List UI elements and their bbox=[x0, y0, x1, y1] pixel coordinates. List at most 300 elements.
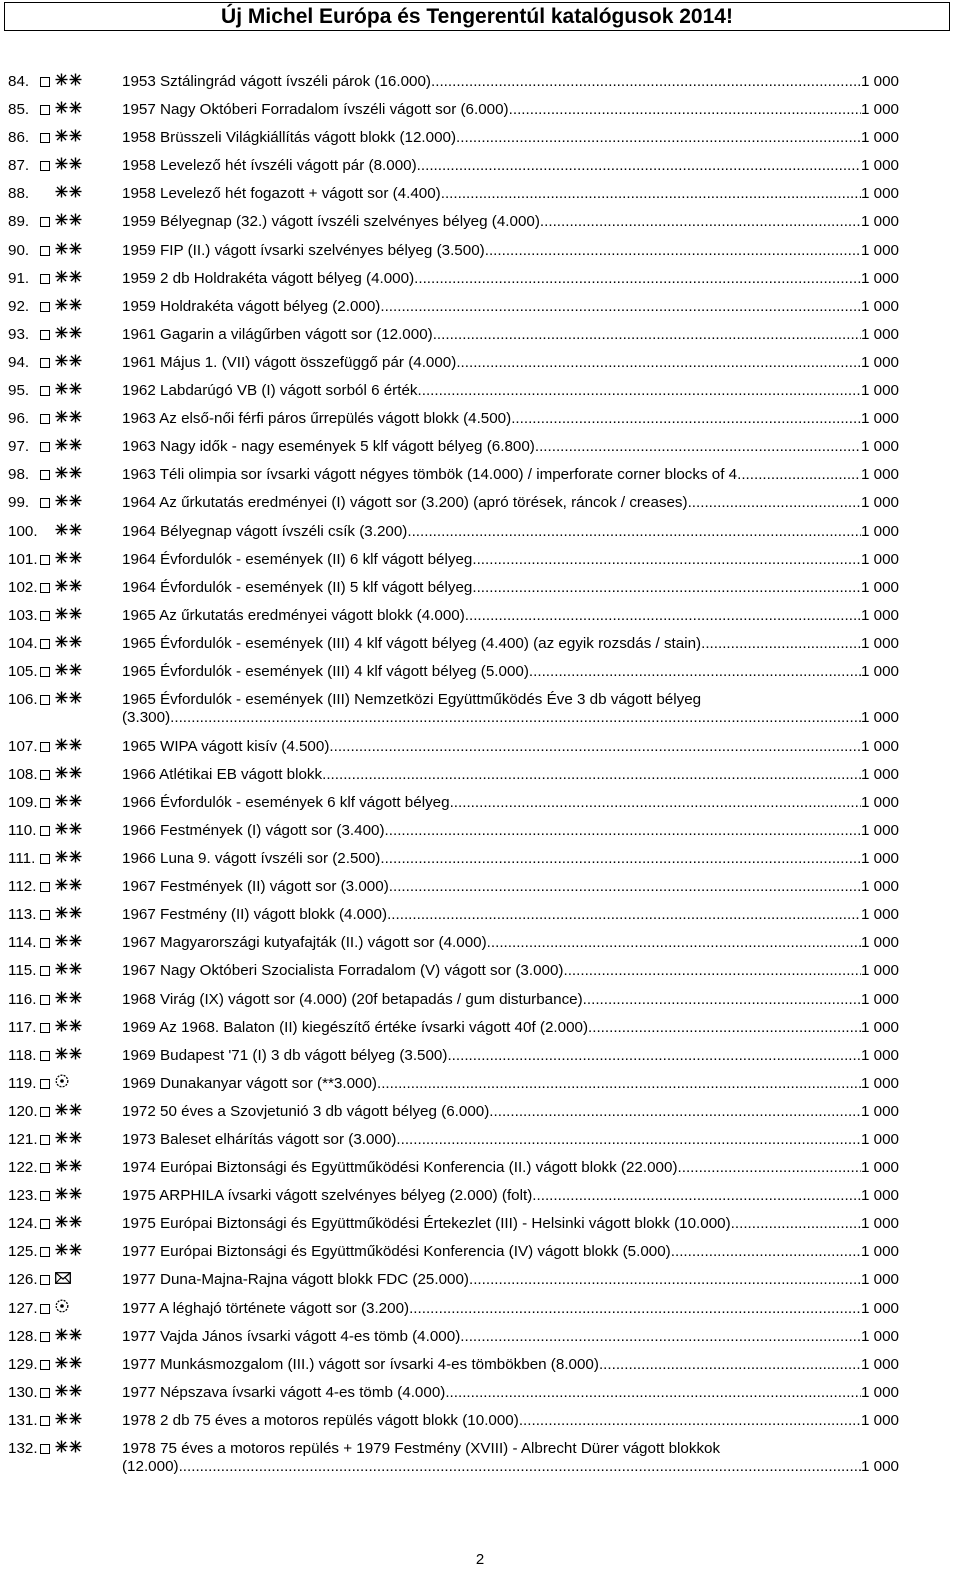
lot-price: 1 000 bbox=[860, 1215, 899, 1233]
page-number: 2 bbox=[475, 1551, 485, 1568]
mint-star-icon bbox=[55, 1103, 68, 1121]
lot-number: 128. bbox=[8, 1327, 38, 1345]
lot-price: 1 000 bbox=[860, 934, 899, 952]
lot-price: 1 000 bbox=[860, 410, 899, 428]
list-item bbox=[0, 410, 960, 438]
dot-leader bbox=[485, 242, 861, 260]
list-item bbox=[0, 270, 960, 298]
checkbox-icon bbox=[40, 1219, 50, 1229]
checkbox-icon bbox=[40, 470, 50, 480]
dot-leader bbox=[599, 1356, 861, 1374]
lot-title: 1966 Luna 9. vágott ívszéli sor (2.500) bbox=[122, 850, 381, 868]
list-item bbox=[0, 607, 960, 635]
lot-price: 1 000 bbox=[860, 737, 899, 755]
lot-number: 101. bbox=[8, 550, 38, 568]
dot-leader bbox=[519, 1412, 861, 1430]
checkbox-icon bbox=[40, 133, 50, 143]
lot-title: 1965 Évfordulók - események (III) Nemzetközi Együttműködés Éve 3 db vágott bélyeg bbox=[122, 691, 702, 709]
mint-star-icon bbox=[55, 410, 68, 428]
list-item bbox=[0, 354, 960, 382]
list-item bbox=[0, 213, 960, 241]
list-item bbox=[0, 129, 960, 157]
condition-marks bbox=[40, 767, 82, 783]
lot-number: 87. bbox=[8, 157, 30, 175]
checkbox-icon bbox=[40, 667, 50, 677]
mint-star-icon bbox=[69, 1103, 82, 1121]
mint-star-icon bbox=[69, 270, 82, 288]
mint-star-icon bbox=[69, 579, 82, 597]
lot-description bbox=[122, 523, 899, 541]
lot-number: 84. bbox=[8, 73, 30, 90]
mint-star-icon bbox=[55, 466, 68, 484]
lot-number: 125. bbox=[8, 1243, 38, 1261]
lot-price: 1 000 bbox=[860, 1243, 899, 1261]
checkbox-icon bbox=[40, 77, 50, 87]
lot-description bbox=[122, 579, 899, 597]
list-item bbox=[0, 185, 960, 213]
lot-title: 1966 Festmények (I) vágott sor (3.400) bbox=[122, 821, 385, 839]
condition-marks bbox=[40, 383, 82, 399]
list-item bbox=[0, 1300, 960, 1328]
list-item bbox=[0, 1019, 960, 1047]
lot-title: 1964 Az űrkutatás eredményei (I) vágott sor (3.200) (apró törések, ráncok / creases) bbox=[122, 494, 688, 512]
checkbox-icon bbox=[40, 1107, 50, 1117]
lot-description bbox=[122, 906, 899, 924]
mint-star-icon bbox=[55, 1328, 68, 1346]
lot-price: 1 000 bbox=[860, 1355, 899, 1373]
dot-leader bbox=[688, 494, 861, 512]
checkbox-icon bbox=[40, 1023, 50, 1033]
list-item bbox=[0, 1328, 960, 1356]
mint-star-icon bbox=[69, 157, 82, 175]
list-item bbox=[0, 1103, 960, 1131]
dot-leader bbox=[460, 1328, 861, 1346]
list-item bbox=[0, 1131, 960, 1159]
condition-marks bbox=[40, 214, 82, 230]
lot-description bbox=[122, 878, 899, 896]
checkbox-icon bbox=[40, 1332, 50, 1342]
condition-marks bbox=[40, 1104, 82, 1120]
lot-title: 1965 Az űrkutatás eredményei vágott blokk (4.000) bbox=[122, 606, 465, 624]
mint-star-icon bbox=[69, 1131, 82, 1149]
list-item bbox=[0, 1047, 960, 1075]
dot-leader bbox=[179, 1458, 861, 1476]
lot-description bbox=[122, 438, 899, 456]
lot-number: 94. bbox=[8, 353, 30, 371]
lot-price: 1 000 bbox=[860, 1102, 899, 1120]
condition-marks bbox=[40, 636, 82, 652]
dot-leader bbox=[489, 1103, 861, 1121]
lot-title: 1977 Európai Biztonsági és Együttműködési Konferencia (IV) vágott blokk (5.000) bbox=[122, 1243, 671, 1261]
list-item bbox=[0, 822, 960, 850]
lot-price: 1 000 bbox=[860, 269, 899, 287]
checkbox-icon bbox=[40, 910, 50, 920]
lot-number: 86. bbox=[8, 129, 30, 147]
mint-star-icon bbox=[55, 738, 68, 756]
mint-star-icon bbox=[55, 1131, 68, 1149]
lot-description bbox=[122, 766, 899, 784]
lot-title: 1965 Évfordulók - események (III) 4 klf vágott bélyeg (5.000) bbox=[122, 662, 529, 680]
lot-description bbox=[122, 1356, 899, 1374]
lot-description bbox=[122, 991, 899, 1009]
mint-star-icon bbox=[55, 354, 68, 372]
lot-price: 1 000 bbox=[860, 325, 899, 343]
dot-leader bbox=[441, 185, 861, 203]
lot-number: 100. bbox=[8, 522, 38, 540]
lot-price: 1 000 bbox=[860, 438, 899, 456]
lot-number: 129. bbox=[8, 1355, 38, 1373]
lot-title: 1969 Dunakanyar vágott sor (**3.000) bbox=[122, 1074, 377, 1092]
lot-number: 98. bbox=[8, 466, 30, 484]
mint-star-icon bbox=[69, 962, 82, 980]
lot-price: 1 000 bbox=[860, 550, 899, 568]
lot-description bbox=[122, 822, 899, 840]
condition-marks bbox=[40, 907, 82, 923]
checkbox-icon bbox=[40, 1191, 50, 1201]
lot-price: 1 000 bbox=[860, 1074, 899, 1092]
list-item bbox=[0, 1271, 960, 1299]
lot-price: 1 000 bbox=[860, 1327, 899, 1345]
mint-star-icon bbox=[55, 298, 68, 316]
lot-title: 1978 75 éves a motoros repülés + 1979 Festmény (XVIII) - Albrecht Dürer vágott blokkok bbox=[122, 1440, 721, 1457]
lot-price: 1 000 bbox=[860, 1383, 899, 1401]
condition-marks bbox=[40, 992, 82, 1008]
lot-number: 113. bbox=[8, 906, 37, 924]
mint-star-icon bbox=[55, 157, 68, 175]
dot-leader bbox=[380, 850, 861, 868]
lot-number: 104. bbox=[8, 634, 38, 652]
lot-title: 1965 WIPA vágott kisív (4.500) bbox=[122, 737, 330, 755]
mint-star-icon bbox=[69, 382, 82, 400]
checkbox-icon bbox=[40, 854, 50, 864]
lot-title: 1966 Atlétikai EB vágott blokk bbox=[122, 765, 323, 783]
dot-leader bbox=[583, 991, 861, 1009]
dot-leader bbox=[671, 1243, 861, 1261]
mint-star-icon bbox=[69, 1328, 82, 1346]
dot-leader bbox=[737, 466, 861, 484]
mint-star-icon bbox=[69, 1412, 82, 1430]
mint-star-icon bbox=[69, 101, 82, 119]
dot-leader bbox=[678, 1159, 861, 1177]
lot-number: 117. bbox=[8, 1018, 37, 1036]
condition-marks bbox=[40, 664, 82, 680]
checkbox-icon bbox=[40, 330, 50, 340]
lot-number: 93. bbox=[8, 325, 30, 343]
mint-star-icon bbox=[69, 607, 82, 625]
condition-marks bbox=[40, 1160, 82, 1176]
dot-leader bbox=[447, 1047, 861, 1065]
mint-star-icon bbox=[55, 635, 68, 653]
dot-leader bbox=[329, 738, 861, 756]
lot-number: 91. bbox=[8, 269, 30, 287]
lot-title: 1958 Levelező hét ívszéli vágott pár (8.000) bbox=[122, 157, 417, 175]
mint-star-icon bbox=[55, 663, 68, 681]
lot-price: 1 000 bbox=[860, 634, 899, 652]
condition-marks bbox=[40, 1413, 82, 1429]
lot-number: 110. bbox=[8, 821, 37, 839]
lot-description bbox=[122, 1019, 899, 1037]
cancelled-stamp-icon bbox=[55, 1074, 69, 1093]
mint-star-icon bbox=[69, 185, 82, 203]
lot-description bbox=[122, 1159, 899, 1177]
lot-price: 1 000 bbox=[860, 1299, 899, 1317]
checkbox-icon bbox=[40, 386, 50, 396]
lot-description bbox=[122, 962, 899, 980]
lot-description bbox=[122, 354, 899, 372]
condition-marks bbox=[40, 271, 82, 287]
mint-star-icon bbox=[55, 822, 68, 840]
lot-price: 1 000 bbox=[860, 1411, 899, 1429]
mint-star-icon bbox=[55, 242, 68, 260]
condition-marks bbox=[40, 1385, 82, 1401]
mint-star-icon bbox=[55, 1047, 68, 1065]
mint-star-icon bbox=[55, 934, 68, 952]
condition-marks bbox=[40, 1357, 82, 1373]
lot-title: 1964 Évfordulók - események (II) 5 klf vágott bélyeg bbox=[122, 578, 473, 596]
lot-title-continued: (3.300) bbox=[122, 709, 171, 727]
list-item bbox=[0, 73, 960, 101]
lot-number: 121. bbox=[8, 1130, 38, 1148]
lot-price: 1 000 bbox=[860, 101, 899, 119]
lot-description bbox=[122, 635, 899, 653]
mint-star-icon bbox=[55, 270, 68, 288]
lot-description bbox=[122, 73, 899, 91]
checkbox-icon bbox=[40, 1079, 50, 1089]
mint-star-icon bbox=[55, 523, 68, 541]
dot-leader bbox=[409, 1300, 861, 1318]
checkbox-icon bbox=[40, 826, 50, 836]
mint-star-icon bbox=[69, 822, 82, 840]
lot-title: 1961 Gagarin a világűrben vágott sor (12.000) bbox=[122, 325, 433, 343]
dot-leader bbox=[433, 326, 861, 344]
lot-number: 123. bbox=[8, 1187, 38, 1205]
lot-title: 1968 Virág (IX) vágott sor (4.000) (20f betapadás / gum disturbance) bbox=[122, 990, 583, 1008]
condition-marks bbox=[40, 552, 82, 568]
lot-price: 1 000 bbox=[860, 709, 899, 727]
list-item bbox=[0, 1440, 960, 1487]
checkbox-icon bbox=[40, 1135, 50, 1145]
condition-marks bbox=[40, 851, 82, 867]
lot-number: 122. bbox=[8, 1159, 38, 1177]
mint-star-icon bbox=[69, 1440, 82, 1458]
dot-leader bbox=[540, 213, 861, 231]
lot-title: 1963 Az első-női férfi páros űrrepülés vágott blokk (4.500) bbox=[122, 410, 512, 428]
lot-number: 111. bbox=[8, 850, 36, 868]
mint-star-icon bbox=[55, 1356, 68, 1374]
lot-number: 109. bbox=[8, 793, 38, 811]
lot-description bbox=[122, 1300, 899, 1318]
lot-title: 1967 Magyarországi kutyafajták (II.) vágott sor (4.000) bbox=[122, 934, 487, 952]
lot-title: 1957 Nagy Októberi Forradalom ívszéli vágott sor (6.000) bbox=[122, 101, 509, 119]
lot-number: 131. bbox=[8, 1411, 38, 1429]
lot-price: 1 000 bbox=[860, 1046, 899, 1064]
lot-title: 1977 Vajda János ívsarki vágott 4-es tömb (4.000) bbox=[122, 1327, 461, 1345]
checkbox-icon bbox=[40, 583, 50, 593]
mint-star-icon bbox=[55, 326, 68, 344]
lot-price: 1 000 bbox=[860, 850, 899, 868]
list-item bbox=[0, 1356, 960, 1384]
condition-marks bbox=[40, 1020, 82, 1036]
lot-price: 1 000 bbox=[860, 1458, 899, 1475]
list-item bbox=[0, 326, 960, 354]
lot-description bbox=[122, 1440, 899, 1476]
lot-number: 108. bbox=[8, 765, 38, 783]
mint-star-icon bbox=[69, 1019, 82, 1037]
lot-title: 1969 Az 1968. Balaton (II) kiegészítő értéke ívsarki vágott 40f (2.000) bbox=[122, 1018, 589, 1036]
lot-description bbox=[122, 494, 899, 512]
lot-description bbox=[122, 242, 899, 260]
dot-leader bbox=[387, 906, 861, 924]
lot-price: 1 000 bbox=[860, 793, 899, 811]
checkbox-icon bbox=[40, 1247, 50, 1257]
condition-marks bbox=[40, 299, 82, 315]
lot-title: 1973 Baleset elhárítás vágott sor (3.000) bbox=[122, 1130, 397, 1148]
lot-title: 1958 Brüsszeli Világkiállítás vágott blokk (12.000) bbox=[122, 129, 457, 147]
dot-leader bbox=[407, 523, 861, 541]
lot-title: 1967 Nagy Októberi Szocialista Forradalom (V) vágott sor (3.000) bbox=[122, 962, 564, 980]
mint-star-icon bbox=[55, 438, 68, 456]
lot-title: 1974 Európai Biztonsági és Együttműködési Konferencia (II.) vágott blokk (22.000) bbox=[122, 1159, 678, 1177]
lot-price: 1 000 bbox=[860, 1271, 899, 1289]
condition-marks bbox=[40, 158, 82, 174]
condition-marks bbox=[40, 130, 82, 146]
checkbox-icon bbox=[40, 161, 50, 171]
lot-title: 1975 ARPHILA ívsarki vágott szelvényes bélyeg (2.000) (folt) bbox=[122, 1187, 533, 1205]
lot-description bbox=[122, 607, 899, 625]
list-item bbox=[0, 1412, 960, 1440]
checkbox-icon bbox=[40, 555, 50, 565]
checkbox-icon bbox=[40, 938, 50, 948]
checkbox-icon bbox=[40, 1163, 50, 1173]
condition-marks bbox=[40, 355, 82, 371]
mint-star-icon bbox=[69, 326, 82, 344]
list-item bbox=[0, 1187, 960, 1215]
lot-number: 95. bbox=[8, 382, 30, 400]
lot-title: 1969 Budapest '71 (I) 3 db vágott bélyeg (3.500) bbox=[122, 1046, 448, 1064]
lot-price: 1 000 bbox=[860, 1130, 899, 1148]
condition-marks bbox=[40, 495, 82, 511]
lot-title: 1959 Holdrakéta vágott bélyeg (2.000) bbox=[122, 297, 381, 315]
list-item bbox=[0, 794, 960, 822]
condition-marks bbox=[40, 74, 82, 90]
list-item bbox=[0, 878, 960, 906]
checkbox-icon bbox=[40, 798, 50, 808]
lot-number: 130. bbox=[8, 1383, 38, 1401]
dot-leader bbox=[532, 1187, 861, 1205]
lot-number: 112. bbox=[8, 878, 37, 896]
checkbox-icon bbox=[40, 498, 50, 508]
lot-title: 1967 Festmények (II) vágott sor (3.000) bbox=[122, 878, 389, 896]
mint-star-icon bbox=[69, 934, 82, 952]
dot-leader bbox=[529, 663, 861, 681]
lot-title: 1959 Bélyegnap (32.) vágott ívszéli szelvényes bélyeg (4.000) bbox=[122, 213, 540, 231]
cancelled-stamp-icon bbox=[55, 1299, 69, 1318]
condition-marks bbox=[40, 1132, 82, 1148]
mint-star-icon bbox=[55, 1215, 68, 1233]
list-item bbox=[0, 101, 960, 129]
mint-star-icon bbox=[69, 494, 82, 512]
lot-price: 1 000 bbox=[860, 878, 899, 896]
lot-description bbox=[122, 410, 899, 428]
condition-marks bbox=[40, 1188, 82, 1204]
lot-title: 1977 Népszava ívsarki vágott 4-es tömb (4.000) bbox=[122, 1383, 446, 1401]
lot-title: 1975 Európai Biztonsági és Együttműködési Értekezlet (III) - Helsinki vágott blokk (10.000) bbox=[122, 1215, 731, 1233]
lot-description bbox=[122, 326, 899, 344]
lot-title: 1967 Festmény (II) vágott blokk (4.000) bbox=[122, 906, 388, 924]
condition-marks bbox=[40, 327, 82, 343]
lot-title: 1963 Téli olimpia sor ívsarki vágott négyes tömbök (14.000) / imperforate corner blocks of 4 bbox=[122, 466, 738, 484]
mint-star-icon bbox=[55, 607, 68, 625]
lot-number: 116. bbox=[8, 990, 37, 1008]
lot-description bbox=[122, 551, 899, 569]
condition-marks bbox=[40, 580, 82, 596]
list-item bbox=[0, 438, 960, 466]
list-item bbox=[0, 1075, 960, 1103]
dot-leader bbox=[414, 270, 861, 288]
lot-title: 1962 Labdarúgó VB (I) vágott sorból 6 érték bbox=[122, 382, 418, 400]
condition-marks bbox=[40, 739, 82, 755]
list-item bbox=[0, 1384, 960, 1412]
lot-price: 1 000 bbox=[860, 578, 899, 596]
mint-star-icon bbox=[69, 766, 82, 784]
page-header bbox=[4, 2, 950, 31]
lot-description bbox=[122, 1215, 899, 1233]
mint-star-icon bbox=[55, 73, 68, 91]
lot-number: 88. bbox=[8, 185, 30, 203]
mint-star-icon bbox=[69, 73, 82, 91]
lot-title: 1958 Levelező hét fogazott + vágott sor (4.400) bbox=[122, 185, 441, 203]
lot-number: 90. bbox=[8, 241, 30, 259]
condition-marks bbox=[40, 692, 82, 708]
lot-description bbox=[122, 691, 899, 727]
checkbox-icon bbox=[40, 770, 50, 780]
mint-star-icon bbox=[69, 1215, 82, 1233]
lot-title: 1977 Munkásmozgalom (III.) vágott sor ívsarki 4-es tömbökben (8.000) bbox=[122, 1355, 599, 1373]
lot-title: 1978 2 db 75 éves a motoros repülés vágott blokk (10.000) bbox=[122, 1411, 519, 1429]
lot-description bbox=[122, 794, 899, 812]
mint-star-icon bbox=[69, 1159, 82, 1177]
lot-price: 1 000 bbox=[860, 466, 899, 484]
lot-number: 127. bbox=[8, 1299, 38, 1317]
list-item bbox=[0, 738, 960, 766]
mint-star-icon bbox=[69, 213, 82, 231]
list-item bbox=[0, 551, 960, 579]
lot-description bbox=[122, 157, 899, 175]
mint-star-icon bbox=[69, 551, 82, 569]
mint-star-icon bbox=[55, 850, 68, 868]
lot-description bbox=[122, 1047, 899, 1065]
list-item bbox=[0, 991, 960, 1019]
lot-price: 1 000 bbox=[860, 73, 899, 90]
dot-leader bbox=[445, 1384, 861, 1402]
mint-star-icon bbox=[55, 494, 68, 512]
dot-leader bbox=[563, 962, 861, 980]
dot-leader bbox=[380, 298, 861, 316]
mint-star-icon bbox=[69, 691, 82, 709]
dot-leader bbox=[450, 794, 861, 812]
mint-star-icon bbox=[55, 1440, 68, 1458]
list-item bbox=[0, 1243, 960, 1271]
mint-star-icon bbox=[69, 794, 82, 812]
lot-description bbox=[122, 382, 899, 400]
list-item bbox=[0, 691, 960, 738]
checkbox-icon bbox=[40, 611, 50, 621]
checkbox-icon bbox=[40, 1444, 50, 1454]
dot-leader bbox=[487, 934, 861, 952]
lot-number: 102. bbox=[8, 578, 38, 596]
mint-star-icon bbox=[55, 766, 68, 784]
mint-star-icon bbox=[69, 466, 82, 484]
